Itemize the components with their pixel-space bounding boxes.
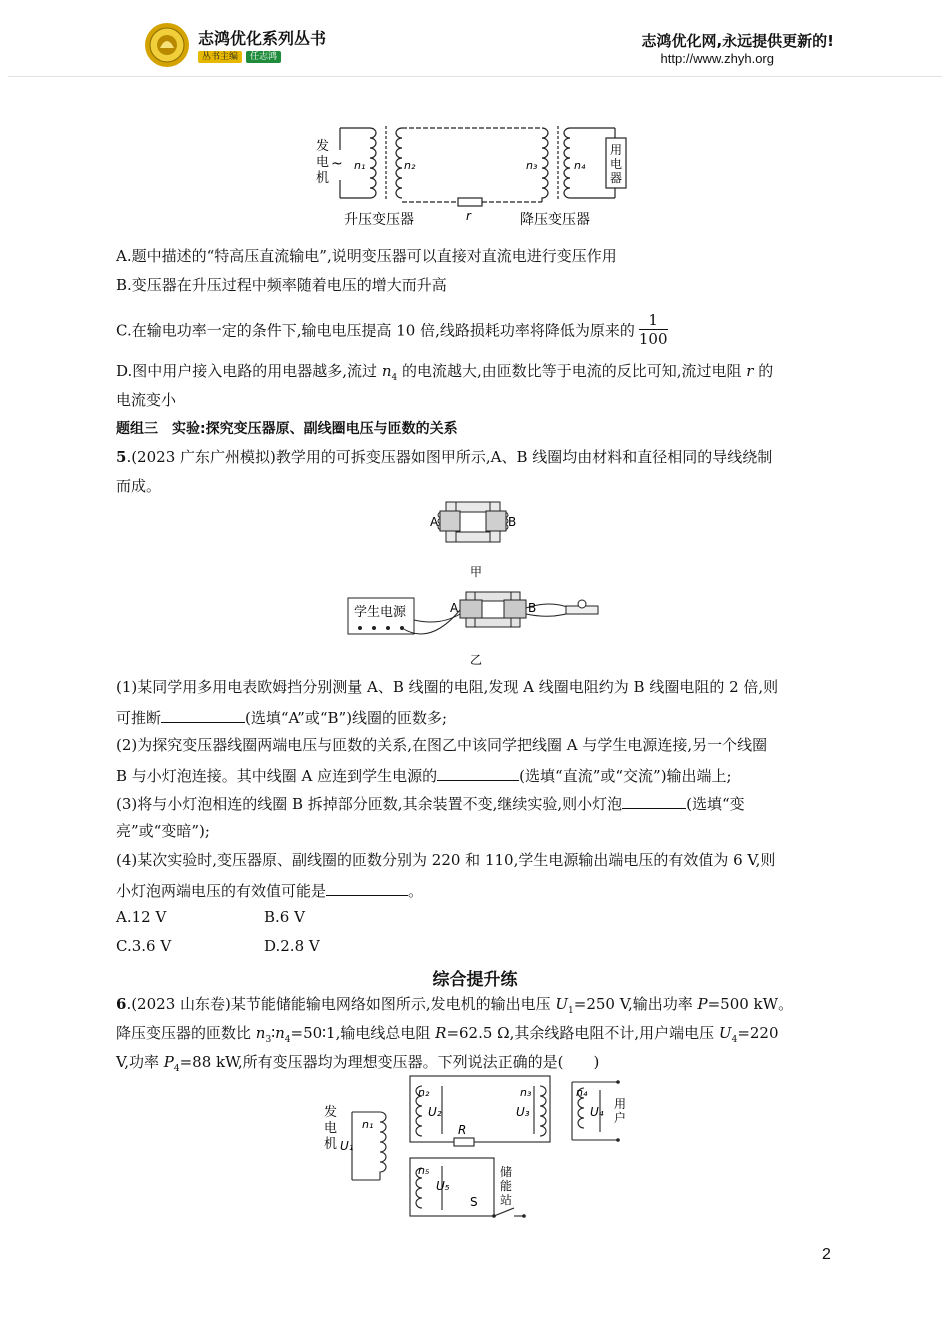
q6-stem-line2: 降压变压器的匝数比 $n_3∶n_4=50∶1$,输电线总电阻 R=62.5 Ω,其余线路电阻不计,用户端电压 $U_4=220$ — [116, 1024, 779, 1045]
appliance-label-1: 用 — [610, 143, 623, 157]
label-n3: n₃ — [526, 159, 538, 172]
q5-stem-line2: 而成。 — [116, 477, 162, 495]
q4-option-b: B.变压器在升压过程中频率随着电压的增大而升高 — [116, 276, 447, 294]
editor-line — [198, 49, 281, 62]
answer-blank-2[interactable] — [437, 764, 519, 781]
q5-sub1-line2: 可推断 (选填“A”或“B”)线圈的匝数多; — [116, 706, 447, 728]
label-n4: n₄ — [574, 159, 586, 172]
generator-label-2: 电 — [316, 155, 330, 170]
yi-label-a: A — [450, 601, 459, 615]
fig3-u1: U₁ — [340, 1139, 354, 1153]
figure-storage-network — [318, 1072, 638, 1222]
header-url[interactable]: http://www.zhyh.org — [660, 51, 774, 66]
label-n2: n₂ — [404, 159, 416, 172]
storage-label-2: 能 — [500, 1179, 513, 1193]
q4-option-d-line1: D.图中用户接入电路的用电器越多,流过 $n_4$ 的电流越大,由匝数比等于电流的反比可知,流过电阻 r 的 — [116, 362, 774, 383]
q5-sub3-line1: (3)将与小灯泡相连的线圈 B 拆掉部分匝数,其余装置不变,继续实验,则小灯泡 (选填“变 — [116, 792, 745, 814]
series-title: 志鸿优化系列丛书 — [198, 29, 327, 48]
gen-label-1: 发 — [324, 1105, 338, 1120]
group3-title: 题组三 实验:探究变压器原、副线圈电压与匝数的关系 — [116, 421, 458, 437]
fig3-n4: n₄ — [576, 1086, 588, 1099]
jia-label-b: B — [508, 515, 517, 529]
answer-blank-3[interactable] — [622, 792, 686, 809]
q4-option-c — [116, 313, 668, 350]
q6-stem-line3: V,功率 $P_4=88$ kW,所有变压器均为理想变压器。下列说法正确的是( ) — [116, 1053, 600, 1074]
power-supply-label: 学生电源 — [354, 605, 407, 620]
q5-option-b: B.6 V — [264, 908, 305, 926]
storage-label-1: 储 — [500, 1165, 513, 1179]
editor-badge: 丛书主编 — [198, 51, 242, 63]
fig3-n5: n₅ — [418, 1164, 430, 1177]
storage-label-3: 站 — [500, 1193, 513, 1207]
label-n1: n₁ — [354, 159, 366, 172]
figure-jia-transformer — [424, 496, 524, 586]
fig3-u5: U₅ — [436, 1179, 450, 1193]
header-slogan: 志鸿优化网,永远提供更新的! — [641, 32, 834, 50]
appliance-label-2: 电 — [610, 157, 623, 171]
q4-option-a: A.题中描述的“特高压直流输电”,说明变压器可以直接对直流电进行变压作用 — [116, 247, 617, 265]
q5-option-d: D.2.8 V — [264, 937, 320, 955]
fig3-n1: n₁ — [362, 1118, 374, 1131]
user-label-2: 户 — [614, 1111, 627, 1125]
section-title: 综合提升练 — [432, 970, 518, 990]
fig3-u3: U₃ — [516, 1105, 530, 1119]
generator-label-3: 机 — [316, 171, 330, 186]
user-label-1: 用 — [614, 1097, 627, 1111]
figure-yi-setup — [340, 586, 610, 672]
editor-name: 任志鸿 — [246, 51, 281, 63]
fig3-r: R — [458, 1123, 467, 1137]
step-down-label: 降压变压器 — [520, 212, 590, 228]
gen-label-3: 机 — [324, 1137, 338, 1152]
figure-jia-caption: 甲 — [470, 565, 483, 579]
fig3-n3: n₃ — [520, 1086, 532, 1099]
yi-label-b: B — [528, 601, 537, 615]
answer-blank-1[interactable] — [161, 706, 245, 723]
answer-blank-4[interactable] — [326, 879, 408, 896]
q5-sub4-line1: (4)某次实验时,变压器原、副线圈的匝数分别为 220 和 110,学生电源输出端电压的有效值为 6 V,则 — [116, 851, 776, 869]
q4-option-d-line2: 电流变小 — [116, 391, 177, 409]
series-logo-icon — [144, 22, 190, 68]
q5-sub4-line2: 小灯泡两端电压的有效值可能是 。 — [116, 879, 423, 901]
switch-label: S — [470, 1195, 478, 1209]
figure-yi-caption: 乙 — [470, 653, 483, 667]
fig3-n2: n₂ — [418, 1086, 430, 1099]
q5-sub3-line2: 亮”或“变暗”); — [116, 822, 210, 840]
q6-stem-line1: 6.(2023 山东卷)某节能储能输电网络如图所示,发电机的输出电压 $U_1=250$ V,输出功率 P=500 kW。 — [116, 995, 794, 1016]
fig3-u4: U₄ — [590, 1105, 604, 1119]
q5-sub1-line1: (1)某同学用多用电表欧姆挡分别测量 A、B 线圈的电阻,发现 A 线圈电阻约为 B 线圈电阻的 2 倍,则 — [116, 678, 779, 696]
fig3-u2: U₂ — [428, 1105, 442, 1119]
q5-option-c: C.3.6 V — [116, 937, 172, 955]
page-number: 2 — [822, 1246, 831, 1263]
step-up-label: 升压变压器 — [344, 212, 414, 228]
generator-label-1: 发 — [316, 139, 330, 154]
gen-label-2: 电 — [324, 1121, 338, 1136]
header-divider — [8, 76, 942, 77]
q5-sub2-line1: (2)为探究变压器线圈两端电压与匝数的关系,在图乙中该同学把线圈 A 与学生电源连接,另一个线圈 — [116, 736, 768, 754]
appliance-label-3: 器 — [610, 171, 623, 185]
q5-sub2-line2: B 与小灯泡连接。其中线圈 A 应连到学生电源的 (选填“直流”或“交流”)输出端上; — [116, 764, 732, 786]
label-r: r — [466, 209, 471, 223]
q5-stem-line1: 5.(2023 广东广州模拟)教学用的可拆变压器如图甲所示,A、B 线圈均由材料和直径相同的导线绕制 — [116, 448, 773, 466]
ac-source-icon: ~ — [331, 156, 343, 172]
q4-option-c-text: C.在输电功率一定的条件下,输电电压提高 10 倍,线路损耗功率将降低为原来的 — [116, 321, 635, 340]
fraction-one-hundredth: $\frac{1}{100}$ — [638, 311, 668, 348]
jia-label-a: A — [430, 515, 439, 529]
figure-transmission-circuit — [300, 120, 645, 230]
q5-option-a: A.12 V — [116, 908, 167, 926]
